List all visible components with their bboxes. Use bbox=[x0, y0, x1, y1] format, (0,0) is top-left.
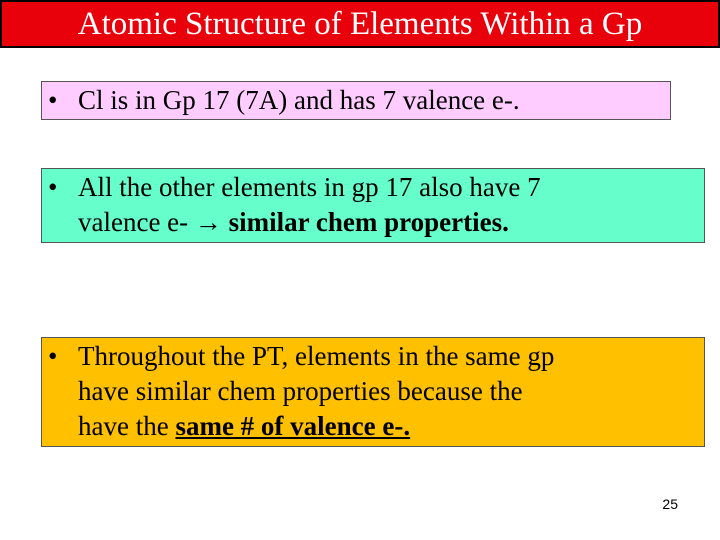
title-bar bbox=[0, 0, 720, 48]
bullet-line: Throughout the PT, elements in the same gp bbox=[78, 341, 555, 371]
page-number: 25 bbox=[662, 496, 678, 512]
bullet-text bbox=[78, 339, 698, 444]
bullet-box-periodic-table bbox=[41, 337, 705, 447]
bullet-box-group-17 bbox=[41, 168, 705, 243]
bullet-text bbox=[78, 83, 664, 118]
bullet-item bbox=[48, 170, 698, 240]
bullet-line: have similar chem properties because the bbox=[78, 376, 523, 406]
bullet-text bbox=[78, 170, 698, 240]
bullet-marker: • bbox=[48, 172, 58, 202]
emphasis-text: similar chem properties. bbox=[228, 207, 509, 237]
bullet-line: All the other elements in gp 17 also have 7 bbox=[78, 172, 541, 202]
slide-title: Atomic Structure of Elements Within a Gp bbox=[77, 5, 643, 42]
bullet-marker: • bbox=[48, 85, 58, 115]
bullet-line: valence e- → bbox=[78, 207, 229, 237]
bullet-line: Cl is in Gp 17 (7A) and has 7 valence e-. bbox=[78, 85, 520, 115]
bullet-box-valence bbox=[41, 81, 671, 120]
emphasis-text: same # of valence e-. bbox=[175, 411, 411, 441]
bullet-marker: • bbox=[48, 341, 58, 371]
bullet-line: have the bbox=[78, 411, 176, 441]
bullet-item bbox=[48, 83, 664, 118]
bullet-item bbox=[48, 339, 698, 444]
